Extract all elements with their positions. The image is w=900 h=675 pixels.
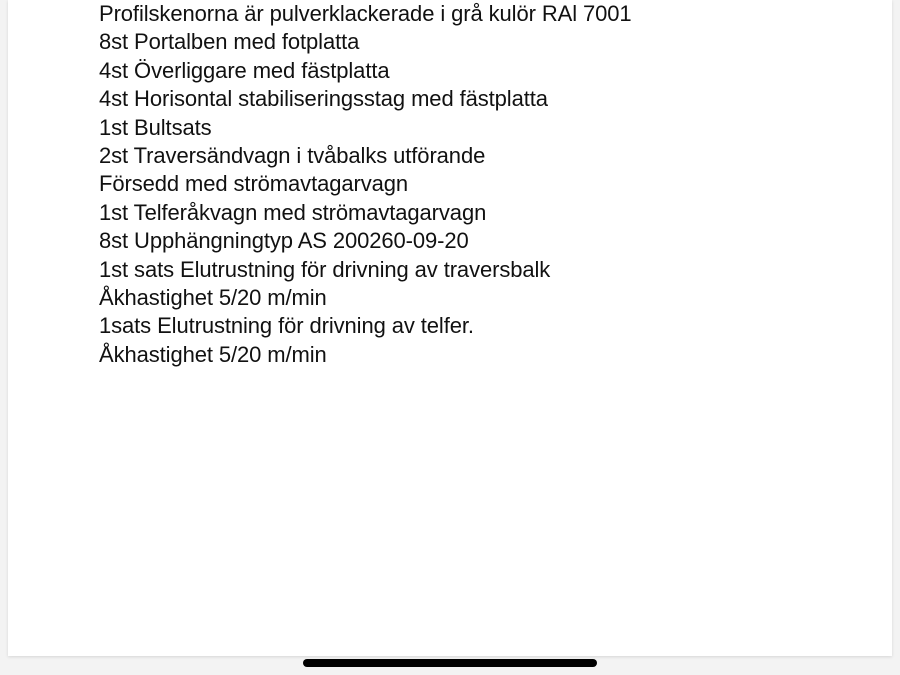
document-line: Försedd med strömavtagarvagn: [99, 171, 409, 197]
document-page[interactable]: [8, 0, 892, 656]
document-line: 4st Överliggare med fästplatta: [99, 57, 390, 83]
document-line: 1st sats Elutrustning för drivning av traversbalk: [99, 256, 551, 282]
document-line: 8st Portalben med fotplatta: [99, 29, 360, 55]
document-line: 1sats Elutrustning för drivning av telfer.: [99, 313, 474, 339]
document-line: 1st Bultsats: [99, 114, 212, 140]
document-line: 4st Horisontal stabiliseringsstag med fästplatta: [99, 86, 548, 112]
document-line: Åkhastighet 5/20 m/min: [99, 285, 327, 311]
document-line: Profilskenorna är pulverklackerade i grå kulör RAl 7001: [99, 1, 632, 26]
home-indicator-bar[interactable]: [303, 659, 597, 667]
document-line: Åkhastighet 5/20 m/min: [99, 341, 327, 367]
document-line: 2st Traversändvagn i tvåbalks utförande: [99, 143, 486, 169]
document-line: 8st Upphängningtyp AS 200260-09-20: [99, 228, 469, 254]
document-line: 1st Telferåkvagn med strömavtagarvagn: [99, 199, 487, 225]
document-text-block: [99, 0, 632, 369]
